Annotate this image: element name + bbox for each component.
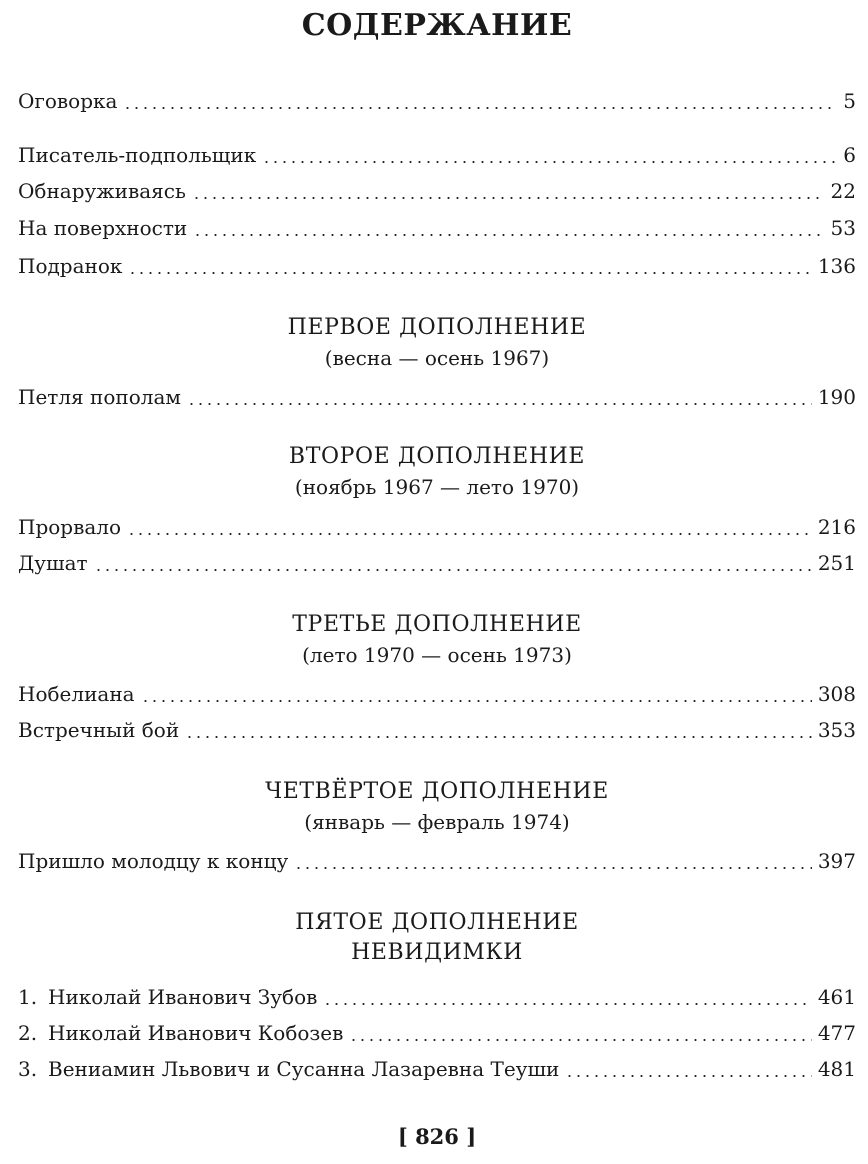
toc-page [18, 0, 856, 1164]
entry-page: 22 [830, 179, 856, 203]
entry-label: Писатель-подпольщик [18, 143, 257, 167]
dot-leader [349, 1022, 811, 1042]
section-dates: (лето 1970 — осень 1973) [302, 643, 572, 667]
toc-entry[interactable] [18, 176, 856, 206]
section-dates: (ноябрь 1967 — лето 1970) [294, 475, 580, 499]
entry-page: 5 [843, 89, 856, 113]
entry-page: 308 [817, 682, 856, 706]
section-title: ПЕРВОЕ ДОПОЛНЕНИЕ [287, 315, 587, 340]
dot-leader [193, 217, 824, 237]
entry-page: 190 [817, 385, 856, 409]
entry-page: 216 [817, 515, 856, 539]
toc-entry[interactable] [18, 982, 856, 1012]
section-heading-5 [18, 908, 856, 968]
dot-leader [187, 386, 812, 406]
entry-label: Нобелиана [18, 682, 135, 706]
entry-number: 3. [18, 1057, 38, 1081]
section-heading-3 [18, 610, 856, 670]
section-title: ЧЕТВЁРТОЕ ДОПОЛНЕНИЕ [265, 779, 609, 804]
section-title: ТРЕТЬЕ ДОПОЛНЕНИЕ [292, 612, 582, 637]
toc-entry[interactable] [18, 548, 856, 578]
dot-leader [128, 255, 811, 275]
section-dates: (весна — осень 1967) [324, 346, 550, 370]
page-number-footer: [ 826 ] [397, 1124, 477, 1149]
dot-leader [94, 552, 812, 572]
entry-label: Пришло молодцу к концу [18, 849, 289, 873]
entry-label: На поверхности [18, 216, 188, 240]
toc-entry[interactable] [18, 86, 856, 116]
entry-page: 397 [817, 849, 856, 873]
entry-page: 353 [817, 718, 856, 742]
entry-label: Оговорка [18, 89, 118, 113]
section-heading-4 [18, 777, 856, 837]
dot-leader [323, 986, 811, 1006]
dot-leader [127, 516, 812, 536]
entry-page: 461 [817, 985, 856, 1009]
entry-label: Николай Иванович Зубов [48, 985, 318, 1009]
section-dates: (январь — февраль 1974) [304, 810, 570, 834]
entry-label: Николай Иванович Кобозев [48, 1021, 344, 1045]
toc-entry[interactable] [18, 140, 856, 170]
dot-leader [294, 850, 812, 870]
entry-page: 136 [817, 254, 856, 278]
entry-label: Петля пополам [18, 385, 181, 409]
toc-entry[interactable] [18, 512, 856, 542]
toc-entry[interactable] [18, 251, 856, 281]
entry-page: 477 [817, 1021, 856, 1045]
toc-entry[interactable] [18, 846, 856, 876]
section-heading-1 [18, 313, 856, 373]
toc-entry[interactable] [18, 715, 856, 745]
toc-entry[interactable] [18, 679, 856, 709]
dot-leader [565, 1058, 811, 1078]
toc-entry[interactable] [18, 1054, 856, 1084]
section-heading-2 [18, 442, 856, 502]
section-title: ВТОРОЕ ДОПОЛНЕНИЕ [288, 444, 586, 469]
page-title: СОДЕРЖАНИЕ [301, 8, 573, 43]
dot-leader [141, 683, 812, 703]
toc-entry[interactable] [18, 213, 856, 243]
entry-page: 251 [817, 551, 856, 575]
entry-label: Встречный бой [18, 718, 180, 742]
toc-entry[interactable] [18, 382, 856, 412]
entry-label: Прорвало [18, 515, 122, 539]
entry-label: Вениамин Львович и Сусанна Лазаревна Теуши [48, 1057, 560, 1081]
entry-label: Подранок [18, 254, 123, 278]
section-subtitle: НЕВИДИМКИ [351, 940, 523, 965]
dot-leader [262, 144, 837, 164]
entry-page: 53 [830, 216, 856, 240]
dot-leader [123, 90, 837, 110]
entry-page: 6 [843, 143, 856, 167]
entry-page: 481 [817, 1057, 856, 1081]
section-title: ПЯТОЕ ДОПОЛНЕНИЕ [295, 910, 579, 935]
entry-number: 1. [18, 985, 38, 1009]
dot-leader [185, 719, 812, 739]
entry-label: Душат [18, 551, 88, 575]
entry-label: Обнаруживаясь [18, 179, 186, 203]
toc-entry[interactable] [18, 1018, 856, 1048]
entry-number: 2. [18, 1021, 38, 1045]
dot-leader [192, 180, 825, 200]
